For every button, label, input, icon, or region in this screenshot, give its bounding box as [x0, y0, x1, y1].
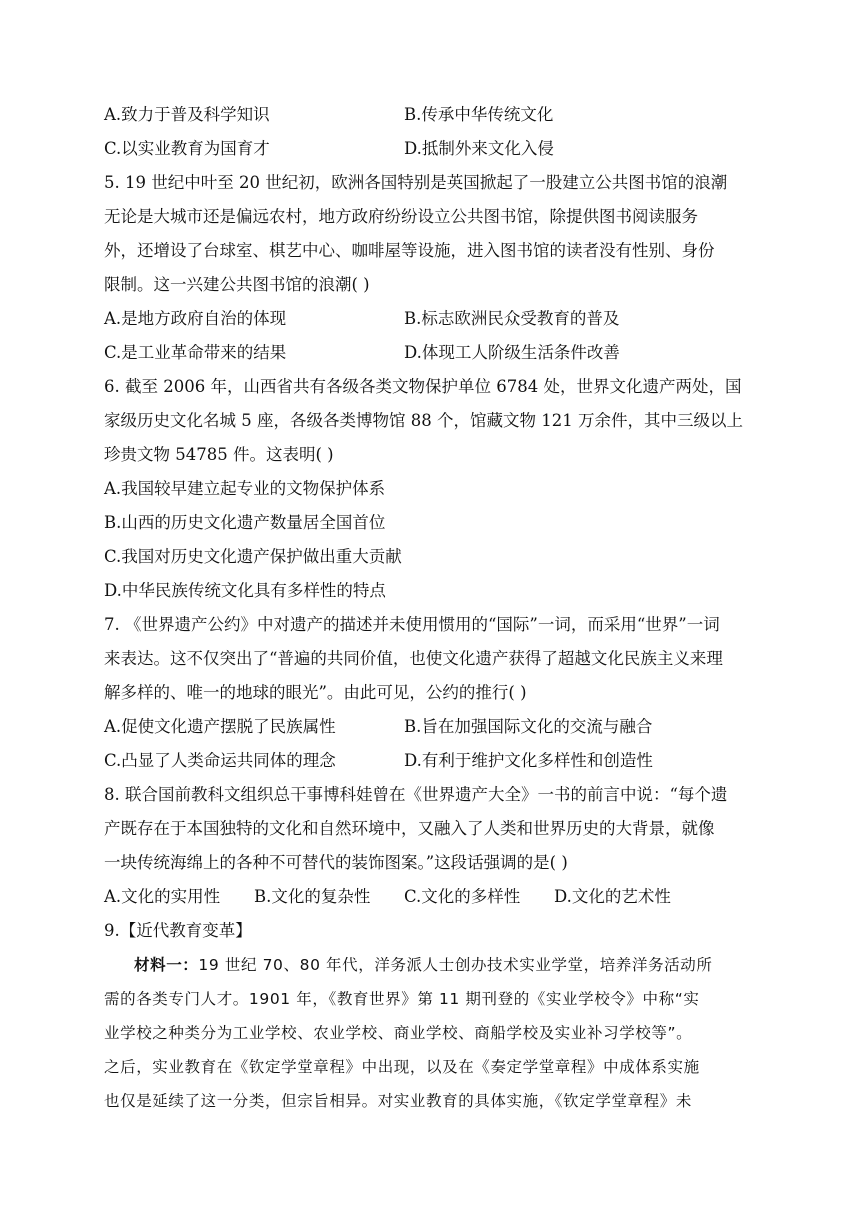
q9-material-line: 之后，实业教育在《钦定学堂章程》中出现，以及在《奏定学堂章程》中成体系实施	[104, 1058, 700, 1076]
q7-option-a[interactable]: A.促使文化遗产摆脱了民族属性	[104, 717, 336, 736]
q9-material-line: 业学校之种类分为工业学校、农业学校、商业学校、商船学校及实业补习学校等”。	[104, 1024, 693, 1042]
q8-option-b[interactable]: B.文化的复杂性	[254, 887, 371, 906]
q5-option-row	[104, 342, 764, 364]
q8-stem-line: 一块传统海绵上的各种不可替代的装饰图案。”这段话强调的是( )	[104, 853, 568, 872]
q9-material-line	[134, 954, 764, 976]
q6-option-d[interactable]: D.中华民族传统文化具有多样性的特点	[104, 581, 386, 600]
q9-material-line: 需的各类专门人才。1901 年，《教育世界》第 11 期刊登的《实业学校令》中称“实	[104, 990, 700, 1008]
q7-stem-line: 来表达。这不仅突出了“普遍的共同价值，也使文化遗产获得了超越文化民族主义来理	[104, 649, 723, 668]
q6-stem-line: 家级历史文化名城 5 座，各级各类博物馆 88 个，馆藏文物 121 万余件，其中三级以上	[104, 411, 743, 430]
q7-stem-line: 7. 《世界遗产公约》中对遗产的描述并未使用惯用的“国际”一词，而采用“世界”一词	[104, 615, 720, 634]
q5-option-c[interactable]: C.是工业革命带来的结果	[104, 343, 287, 362]
q6-option-b[interactable]: B.山西的历史文化遗产数量居全国首位	[104, 513, 386, 532]
q9-material-text: 19 世纪 70、80 年代，洋务派人士创办技术实业学堂，培养洋务活动所	[198, 956, 713, 974]
q5-stem-line: 无论是大城市还是偏远农村，地方政府纷纷设立公共图书馆，除提供图书阅读服务	[104, 207, 698, 226]
q4-option-a[interactable]: A.致力于普及科学知识	[104, 105, 270, 124]
q7-option-b[interactable]: B.旨在加强国际文化的交流与融合	[404, 717, 653, 736]
q4-option-d[interactable]: D.抵制外来文化入侵	[404, 139, 554, 158]
q7-option-row	[104, 716, 764, 738]
q6-stem-line: 珍贵文物 54785 件。这表明( )	[104, 445, 334, 464]
q9-material-line: 也仅是延续了这一分类，但宗旨相异。对实业教育的具体实施，《钦定学堂章程》未	[104, 1092, 692, 1110]
q7-stem-line: 解多样的、唯一的地球的眼光”。由此可见，公约的推行( )	[104, 683, 527, 702]
q7-option-d[interactable]: D.有利于维护文化多样性和创造性	[404, 751, 653, 770]
q8-option-c[interactable]: C.文化的多样性	[404, 887, 521, 906]
q4-option-row	[104, 138, 764, 160]
q5-option-row	[104, 308, 764, 330]
q4-option-row	[104, 104, 764, 126]
q7-option-c[interactable]: C.凸显了人类命运共同体的理念	[104, 751, 336, 770]
q9-title: 9.【近代教育变革】	[104, 921, 252, 940]
q8-stem-line: 产既存在于本国独特的文化和自然环境中，又融入了人类和世界历史的大背景，就像	[104, 819, 715, 838]
q4-option-c[interactable]: C.以实业教育为国育才	[104, 139, 270, 158]
q8-option-d[interactable]: D.文化的艺术性	[554, 887, 671, 906]
q5-option-b[interactable]: B.标志欧洲民众受教育的普及	[404, 309, 620, 328]
q5-stem-line: 5. 19 世纪中叶至 20 世纪初，欧洲各国特别是英国掀起了一股建立公共图书馆的浪潮	[104, 173, 728, 192]
q9-material-label: 材料一：	[134, 956, 199, 974]
q8-stem-line: 8. 联合国前教科文组织总干事博科娃曾在《世界遗产大全》一书的前言中说：“每个遗	[104, 785, 728, 804]
q6-stem-line: 6. 截至 2006 年，山西省共有各级各类文物保护单位 6784 处，世界文化遗产两处，国	[104, 377, 742, 396]
q5-option-d[interactable]: D.体现工人阶级生活条件改善	[404, 343, 620, 362]
q7-option-row	[104, 750, 764, 772]
q6-option-a[interactable]: A.我国较早建立起专业的文物保护体系	[104, 479, 386, 498]
q5-stem-line: 限制。这一兴建公共图书馆的浪潮( )	[104, 275, 370, 294]
q6-option-c[interactable]: C.我国对历史文化遗产保护做出重大贡献	[104, 547, 402, 566]
q4-option-b[interactable]: B.传承中华传统文化	[404, 105, 554, 124]
q8-option-a[interactable]: A.文化的实用性	[104, 887, 221, 906]
q5-option-a[interactable]: A.是地方政府自治的体现	[104, 309, 287, 328]
q5-stem-line: 外，还增设了台球室、棋艺中心、咖啡屋等设施，进入图书馆的读者没有性别、身份	[104, 241, 715, 260]
